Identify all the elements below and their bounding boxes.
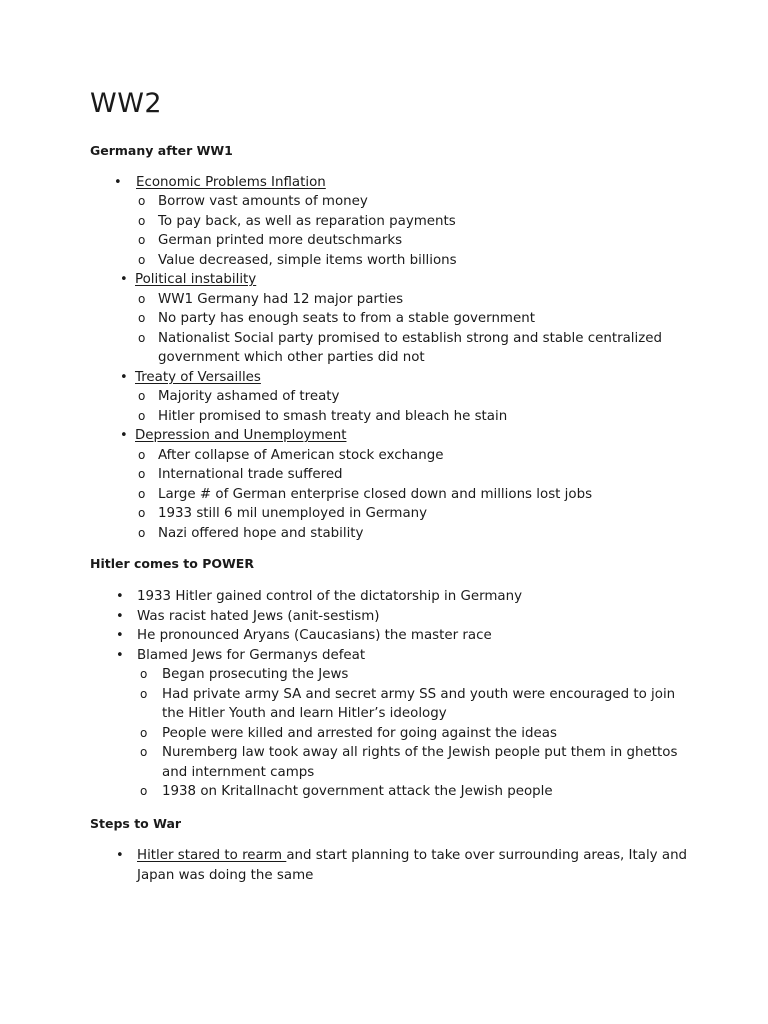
sub-bullet-icon: o xyxy=(138,194,146,208)
section-heading-steps-to-war: Steps to War xyxy=(90,816,182,831)
sub-bullet-icon: o xyxy=(138,233,146,247)
sub-list-item: Had private army SA and secret army SS and youth were encouraged to join xyxy=(162,686,676,702)
sub-list-item: Nazi offered hope and stability xyxy=(158,525,364,541)
sub-list-item: Hitler promised to smash treaty and bleach he stain xyxy=(158,408,508,424)
bullet-icon: • xyxy=(116,628,124,643)
sub-bullet-icon: o xyxy=(138,408,146,423)
section-heading-hitler-comes-to-power: Hitler comes to POWER xyxy=(90,556,254,571)
sub-list-item: Began prosecuting the Jews xyxy=(162,667,349,682)
sub-list-item: To pay back, as well as reparation payments xyxy=(158,213,456,229)
section-heading-germany-after-ww1: Germany after WW1 xyxy=(90,143,233,158)
sub-bullet-icon: o xyxy=(140,784,148,798)
underlined-phrase: Hitler stared to rearm xyxy=(137,848,287,863)
sub-list-item: Large # of German enterprise closed down and millions lost jobs xyxy=(158,486,593,502)
sub-bullet-icon: o xyxy=(138,311,146,325)
sub-list-item: People were killed and arrested for going against the ideas xyxy=(162,725,557,741)
sub-list-item: Value decreased, simple items worth billions xyxy=(158,252,457,268)
list-item-treaty-of-versailles: Treaty of Versailles xyxy=(135,369,261,385)
sub-bullet-icon: o xyxy=(140,725,148,740)
sub-bullet-icon: o xyxy=(140,686,148,701)
list-item-economic-problems: Economic Problems Inflation xyxy=(136,175,326,190)
list-item: Blamed Jews for Germanys defeat xyxy=(137,647,366,663)
bullet-icon: • xyxy=(120,369,128,385)
list-item: Was racist hated Jews (anit-sestism) xyxy=(137,608,380,624)
sub-list-item: Borrow vast amounts of money xyxy=(158,194,368,209)
bullet-icon: • xyxy=(116,647,124,663)
sub-list-item-continuation: and internment camps xyxy=(162,764,315,780)
sub-list-item: No party has enough seats to from a stable government xyxy=(158,311,535,326)
list-item-depression-and-unemployment: Depression and Unemployment xyxy=(135,428,347,443)
sub-bullet-icon: o xyxy=(138,467,146,481)
sub-bullet-icon: o xyxy=(138,389,146,403)
bullet-icon: • xyxy=(120,272,128,287)
sub-list-item: WW1 Germany had 12 major parties xyxy=(158,291,404,307)
sub-bullet-icon: o xyxy=(140,745,148,759)
sub-list-item: International trade suffered xyxy=(158,467,343,482)
sub-list-item: After collapse of American stock exchange xyxy=(158,447,444,463)
sub-list-item: 1933 still 6 mil unemployed in Germany xyxy=(158,506,428,521)
list-item: 1933 Hitler gained control of the dictatorship in Germany xyxy=(137,589,523,604)
bullet-icon: • xyxy=(116,608,124,624)
list-item-text: and start planning to take over surrounding areas, Italy and xyxy=(286,848,688,863)
sub-list-item: Nuremberg law took away all rights of the Jewish people put them in ghettos xyxy=(162,745,678,760)
sub-list-item: German printed more deutschmarks xyxy=(158,233,403,248)
page-title: WW2 xyxy=(90,88,163,119)
list-item: He pronounced Aryans (Caucasians) the master race xyxy=(137,628,492,643)
sub-bullet-icon: o xyxy=(138,252,146,267)
sub-list-item-continuation: the Hitler Youth and learn Hitler’s ideology xyxy=(162,706,447,721)
sub-bullet-icon: o xyxy=(140,667,148,681)
sub-bullet-icon: o xyxy=(138,486,146,501)
bullet-icon: • xyxy=(116,848,124,863)
sub-bullet-icon: o xyxy=(138,330,146,345)
sub-list-item: Majority ashamed of treaty xyxy=(158,389,340,404)
sub-list-item: 1938 on Kritallnacht government attack the Jewish people xyxy=(162,784,553,799)
bullet-icon: • xyxy=(114,175,122,190)
sub-bullet-icon: o xyxy=(138,213,146,228)
sub-bullet-icon: o xyxy=(138,447,146,462)
bullet-icon: • xyxy=(116,589,124,604)
sub-list-item-continuation: government which other parties did not xyxy=(158,350,425,365)
list-item-steps-to-war xyxy=(137,846,687,866)
sub-bullet-icon: o xyxy=(138,291,146,306)
list-item-continuation: Japan was doing the same xyxy=(137,867,314,883)
sub-list-item: Nationalist Social party promised to establish strong and stable centralized xyxy=(158,330,662,346)
list-item-political-instability: Political instability xyxy=(135,272,257,287)
sub-bullet-icon: o xyxy=(138,506,146,520)
bullet-icon: • xyxy=(120,428,128,443)
sub-bullet-icon: o xyxy=(138,525,146,540)
